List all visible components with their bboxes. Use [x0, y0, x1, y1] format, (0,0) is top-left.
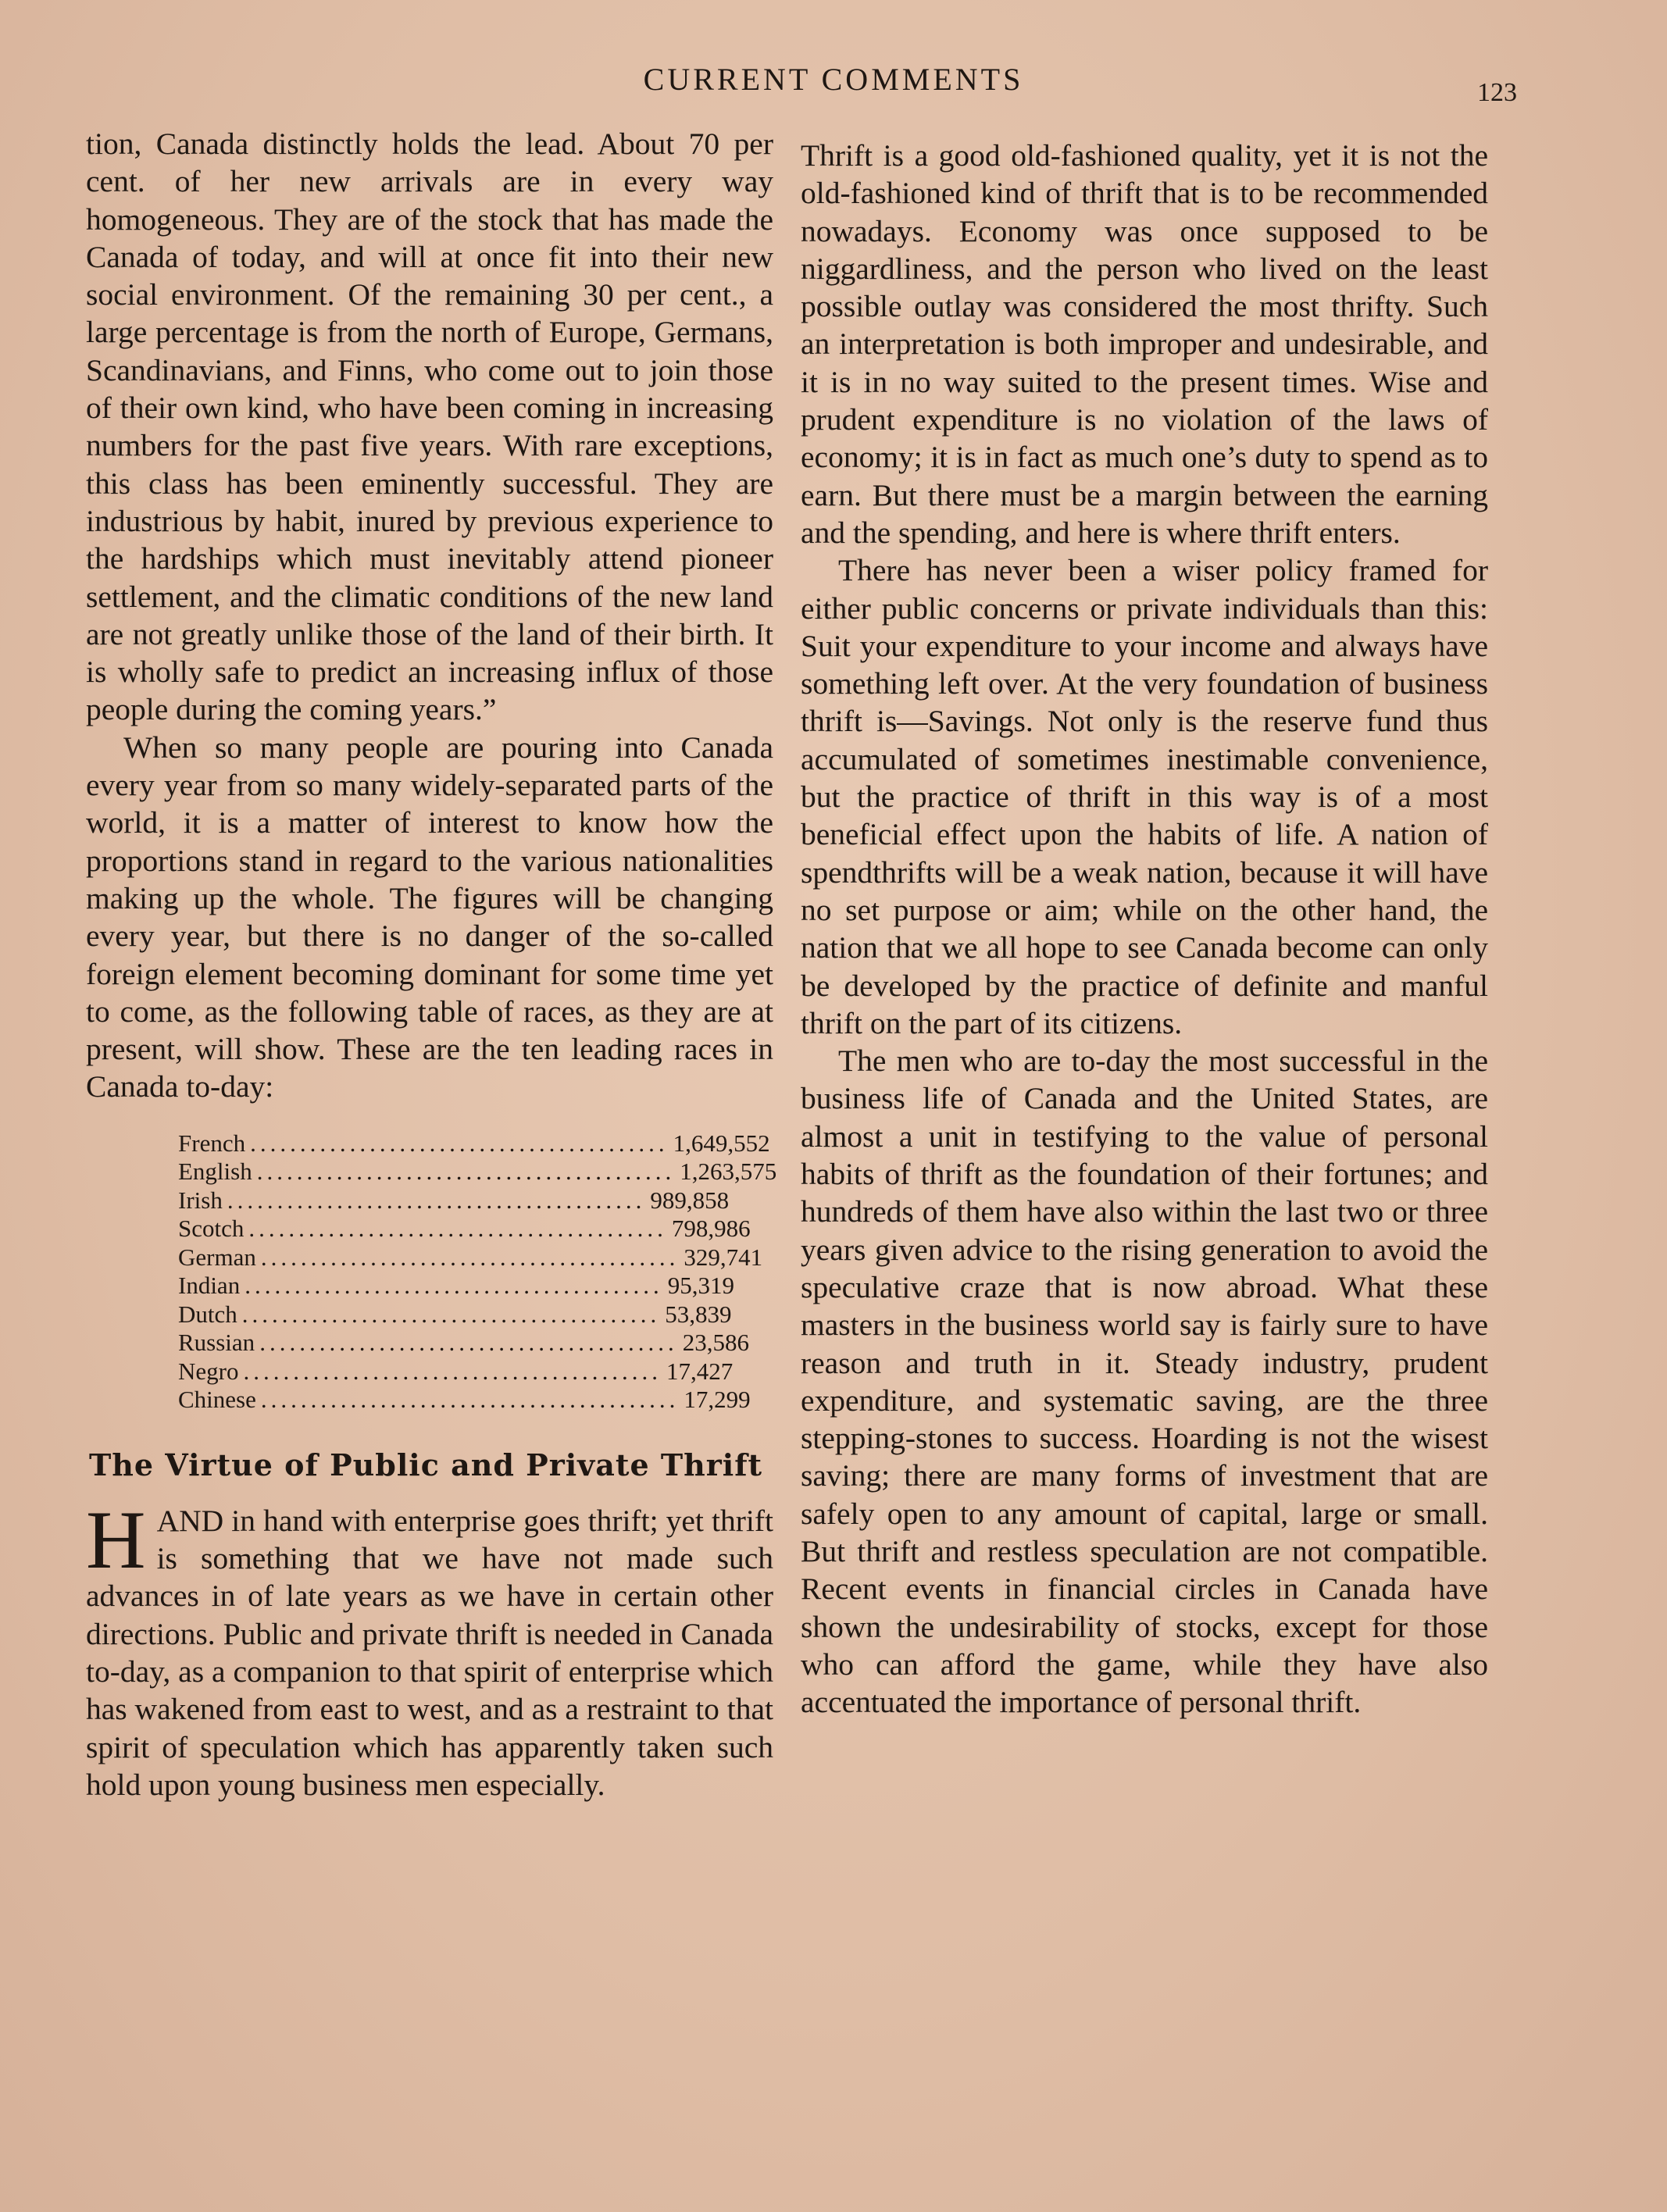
- dot-leader: ..........................................: [248, 1215, 667, 1243]
- race-name: Chinese: [178, 1386, 256, 1414]
- race-value: 17,299: [684, 1386, 751, 1414]
- race-name: Russian: [178, 1329, 255, 1357]
- race-value: 1,263,575: [680, 1158, 777, 1186]
- race-row: [178, 1357, 734, 1386]
- paragraph: When so many people are pouring into Canada every year from so many widely-separated parts of the world, it is a matter of interest to know how the proportions stand in regard to the various nationalities making up the whole. The figures will be changing every year, but there is no danger of the so-called foreign element becoming dominant for some time yet to come, as the following table of races, as they are at present, will show. These are the ten leading races in Canada to-day:: [86, 730, 773, 1104]
- paragraph: There has never been a wiser policy framed for either public concerns or private individuals than this: Suit your expenditure to your income and always have something left over. At the very foundation of business thrift is—Savings. Not only is the reserve fund thus accumulated of sometimes inestimable convenience, but the practice of thrift in this way is of a most beneficial effect upon the habits of life. A nation of spendthrifts will be a weak nation, because it will have no set purpose or aim; while on the other hand, the nation that we all hope to see Canada become can only be developed by the practice of definite and manful thrift on the part of its citizens.: [801, 553, 1488, 1040]
- race-value: 1,649,552: [673, 1129, 770, 1157]
- dot-leader: ..........................................: [260, 1386, 680, 1414]
- race-row: [178, 1158, 777, 1186]
- drop-cap: H: [86, 1493, 146, 1586]
- section-heading: The Virtue of Public and Private Thrift: [89, 1447, 763, 1482]
- race-row: [178, 1329, 749, 1358]
- race-name: Irish: [178, 1186, 223, 1214]
- race-row: [178, 1129, 770, 1158]
- dot-leader: ..........................................: [260, 1243, 680, 1271]
- running-header: CURRENT COMMENTS: [643, 62, 1024, 97]
- races-table: [178, 1129, 777, 1415]
- dot-leader: ..........................................: [245, 1272, 663, 1300]
- race-row: [178, 1386, 751, 1415]
- race-name: Scotch: [178, 1215, 245, 1243]
- race-value: 23,586: [682, 1329, 749, 1357]
- race-name: English: [178, 1158, 252, 1186]
- race-row: [178, 1215, 751, 1243]
- race-value: 95,319: [667, 1272, 734, 1300]
- dot-leader: ..........................................: [250, 1129, 669, 1157]
- dot-leader: ..........................................: [241, 1300, 661, 1328]
- race-row: [178, 1243, 763, 1272]
- dot-leader: ..........................................: [227, 1186, 646, 1214]
- left-column: [86, 125, 777, 1803]
- race-value: 329,741: [684, 1243, 763, 1271]
- race-value: 989,858: [650, 1186, 730, 1214]
- race-name: Indian: [178, 1272, 241, 1300]
- race-name: Negro: [178, 1357, 239, 1385]
- race-value: 798,986: [671, 1215, 751, 1243]
- race-row: [178, 1272, 734, 1300]
- race-name: Dutch: [178, 1300, 237, 1328]
- paragraph: The men who are to-day the most successful in the business life of Canada and the United States, are almost a unit in testifying to the value of personal habits of thrift as the foundation of their fortunes; and hundreds of them have also within the last two or three years given advice to the rising generation to avoid the speculative craze that is now abroad. What these masters in the business world say is fairly sure to have reason and truth in it. Steady industry, prudent expenditure, and systematic saving, are the three stepping-stones to success. Hoarding is not the wisest saving; there are many forms of investment that are safely open to any amount of capital, large or small. But thrift and restless speculation are not compatible. Recent events in financial circles in Canada have shown the undesirability of stocks, except for those who can afford the game, while they have also accentuated the importance of personal thrift.: [801, 1044, 1488, 1720]
- dot-leader: ..........................................: [243, 1357, 662, 1385]
- paragraph-text: AND in hand with enterprise goes thrift; yet thrift is something that we have not made such advances in of late years as we have in certain other directions. Public and private thrift is needed in Canada to-day, as a companion to that spirit of enterprise which has wakened from east to west, and as a restraint to that spirit of speculation which has apparently taken such hold upon young business men especially.: [86, 1503, 773, 1802]
- dot-leader: ..........................................: [259, 1329, 678, 1357]
- race-row: [178, 1300, 732, 1329]
- paragraph: Thrift is a good old-fashioned quality, yet it is not the old-fashioned kind of thrift that is to be recommended nowadays. Economy was once supposed to be niggardliness, and the person who lived on the least possible outlay was considered the most thrifty. Such an interpretation is both improper and undesirable, and it is in no way suited to the present times. Wise and prudent expenditure is no violation of the laws of economy; it is in fact as much one’s duty to spend as to earn. But there must be a margin between the earning and the spending, and here is where thrift enters.: [801, 138, 1488, 550]
- paragraph: [86, 1493, 773, 1803]
- race-value: 17,427: [666, 1357, 734, 1385]
- race-name: French: [178, 1129, 246, 1157]
- dot-leader: ..........................................: [256, 1158, 676, 1186]
- right-column: [801, 137, 1488, 1721]
- race-row: [178, 1186, 730, 1215]
- page-number: 123: [1477, 78, 1517, 107]
- race-value: 53,839: [665, 1300, 732, 1328]
- paragraph: tion, Canada distinctly holds the lead. About 70 per cent. of her new arrivals are in every way homogeneous. They are of the stock that has made the Canada of today, and will at once fit into their new social environment. Of the remaining 30 per cent., a large percentage is from the north of Europe, Germans, Scandinavians, and Finns, who come out to join those of their own kind, who have been coming in increasing numbers for the past five years. With rare exceptions, this class has been eminently successful. They are industrious by habit, inured by previous experience to the hardships which must inevitably attend pioneer settlement, and the climatic conditions of the new land are not greatly unlike those of the land of their birth. It is wholly safe to predict an increasing influx of those people during the coming years.”: [86, 127, 773, 727]
- race-name: German: [178, 1243, 256, 1271]
